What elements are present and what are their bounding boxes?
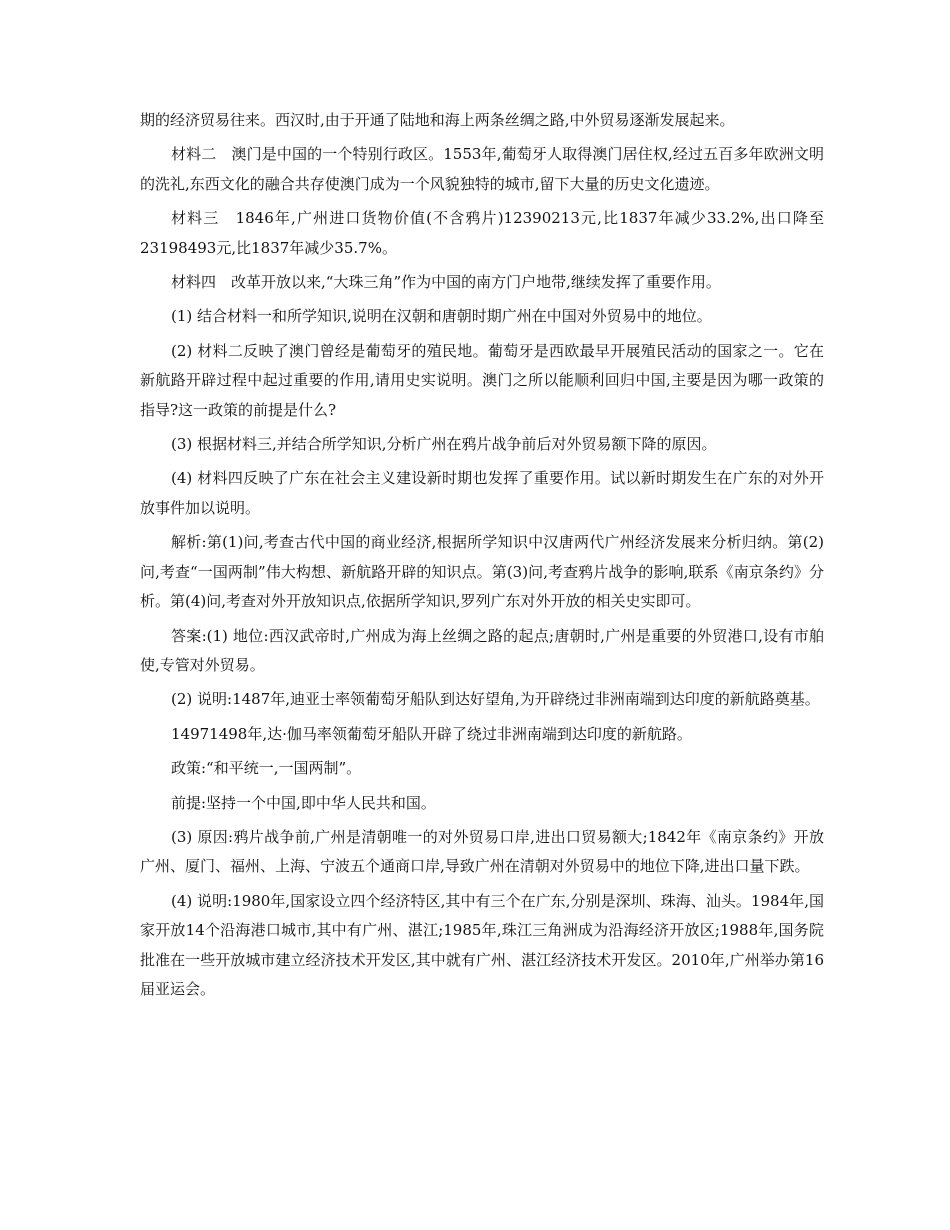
paragraph-material-two: 材料二 澳门是中国的一个特别行政区。1553年,葡萄牙人取得澳门居住权,经过五百多年欧洲文明的洗礼,东西文化的融合共存使澳门成为一个风貌独特的城市,留下大量的历史文化遗迹。: [140, 145, 824, 193]
question-2: (2) 材料二反映了澳门曾经是葡萄牙的殖民地。葡萄牙是西欧最早开展殖民活动的国家之一。它在新航路开辟过程中起过重要的作用,请用史实说明。澳门之所以能顺利回归中国,主要是因为哪一政策的指导?这一政策的前提是什么?: [140, 341, 824, 419]
paragraph-material-three: 材料三 1846年,广州进口货物价值(不含鸦片)12390213元,比1837年减少33.2%,出口降至23198493元,比1837年减少35.7%。: [140, 209, 824, 257]
answer-1: 答案:(1) 地位:西汉武帝时,广州成为海上丝绸之路的起点;唐朝时,广州是重要的外贸港口,设有市舶使,专管对外贸易。: [140, 626, 824, 674]
question-4: (4) 材料四反映了广东在社会主义建设新时期也发挥了重要作用。试以新时期发生在广东的对外开放事件加以说明。: [140, 469, 824, 517]
document-body: [140, 106, 824, 1009]
answer-2-explanation: (2) 说明:1487年,迪亚士率领葡萄牙船队到达好望角,为开辟绕过非洲南端到达印度的新航路奠基。: [171, 690, 820, 709]
answer-2-policy: 政策:“和平统一,一国两制”。: [171, 759, 362, 778]
question-3: (3) 根据材料三,并结合所学知识,分析广州在鸦片战争前后对外贸易额下降的原因。: [171, 435, 717, 454]
paragraph-material-four: 材料四 改革开放以来,“大珠三角”作为中国的南方门户地带,继续发挥了重要作用。: [171, 273, 721, 292]
answer-2-premise: 前提:坚持一个中国,即中华人民共和国。: [171, 793, 436, 812]
answer-4: (4) 说明:1980年,国家设立四个经济特区,其中有三个在广东,分别是深圳、珠海、汕头。1984年,国家开放14个沿海港口城市,其中有广州、湛江;1985年,珠江三角洲成为沿海经济开放区;1988年,国务院批准在一些开放城市建立经济技术开发区,其中就有广州、湛江经济技术开发区。2010年,广州举办第16届亚运会。: [140, 891, 824, 998]
question-1: (1) 结合材料一和所学知识,说明在汉朝和唐朝时期广州在中国对外贸易中的地位。: [171, 307, 712, 326]
analysis-paragraph: 解析:第(1)问,考查古代中国的商业经济,根据所学知识中汉唐两代广州经济发展来分析归纳。第(2)问,考查“一国两制”伟大构想、新航路开辟的知识点。第(3)问,考查鸦片战争的影响,联系《南京条约》分析。第(4)问,考查对外开放知识点,依据所学知识,罗列广东对外开放的相关史实即可。: [140, 533, 824, 611]
answer-3: (3) 原因:鸦片战争前,广州是清朝唯一的对外贸易口岸,进出口贸易额大;1842年《南京条约》开放广州、厦门、福州、上海、宁波五个通商口岸,导致广州在清朝对外贸易中的地位下降,进出口量下跌。: [140, 827, 824, 876]
answer-2-dagama: 14971498年,达·伽马率领葡萄牙船队开辟了绕过非洲南端到达印度的新航路。: [171, 724, 692, 743]
paragraph-material-one-continued: 期的经济贸易往来。西汉时,由于开通了陆地和海上两条丝绸之路,中外贸易逐渐发展起来。: [140, 111, 735, 129]
